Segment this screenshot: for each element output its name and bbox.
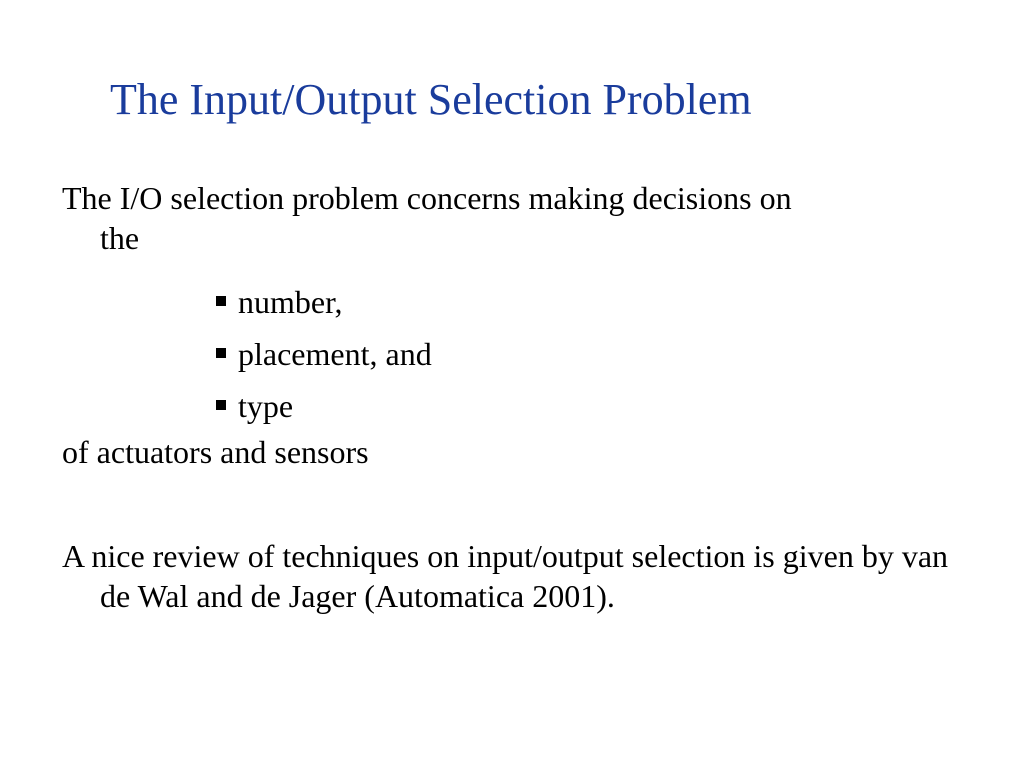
reference-paragraph: A nice review of techniques on input/output selection is given by van de Wal and de Jager (Automatica 2001). [62,538,949,614]
bullet-item [216,380,432,432]
bullet-item [216,328,432,380]
bullet-text: number, [238,283,343,320]
square-bullet-icon [216,296,226,306]
square-bullet-icon [216,348,226,358]
conclusion-text: of actuators and sensors [62,434,369,470]
square-bullet-icon [216,400,226,410]
bullet-item [216,276,432,328]
bullet-text: type [238,387,294,424]
bullet-list [216,276,432,432]
slide-title: The Input/Output Selection Problem [110,75,752,124]
intro-paragraph: The I/O selection problem concerns making decisions on the [62,180,792,256]
bullet-text: placement, and [238,335,432,372]
